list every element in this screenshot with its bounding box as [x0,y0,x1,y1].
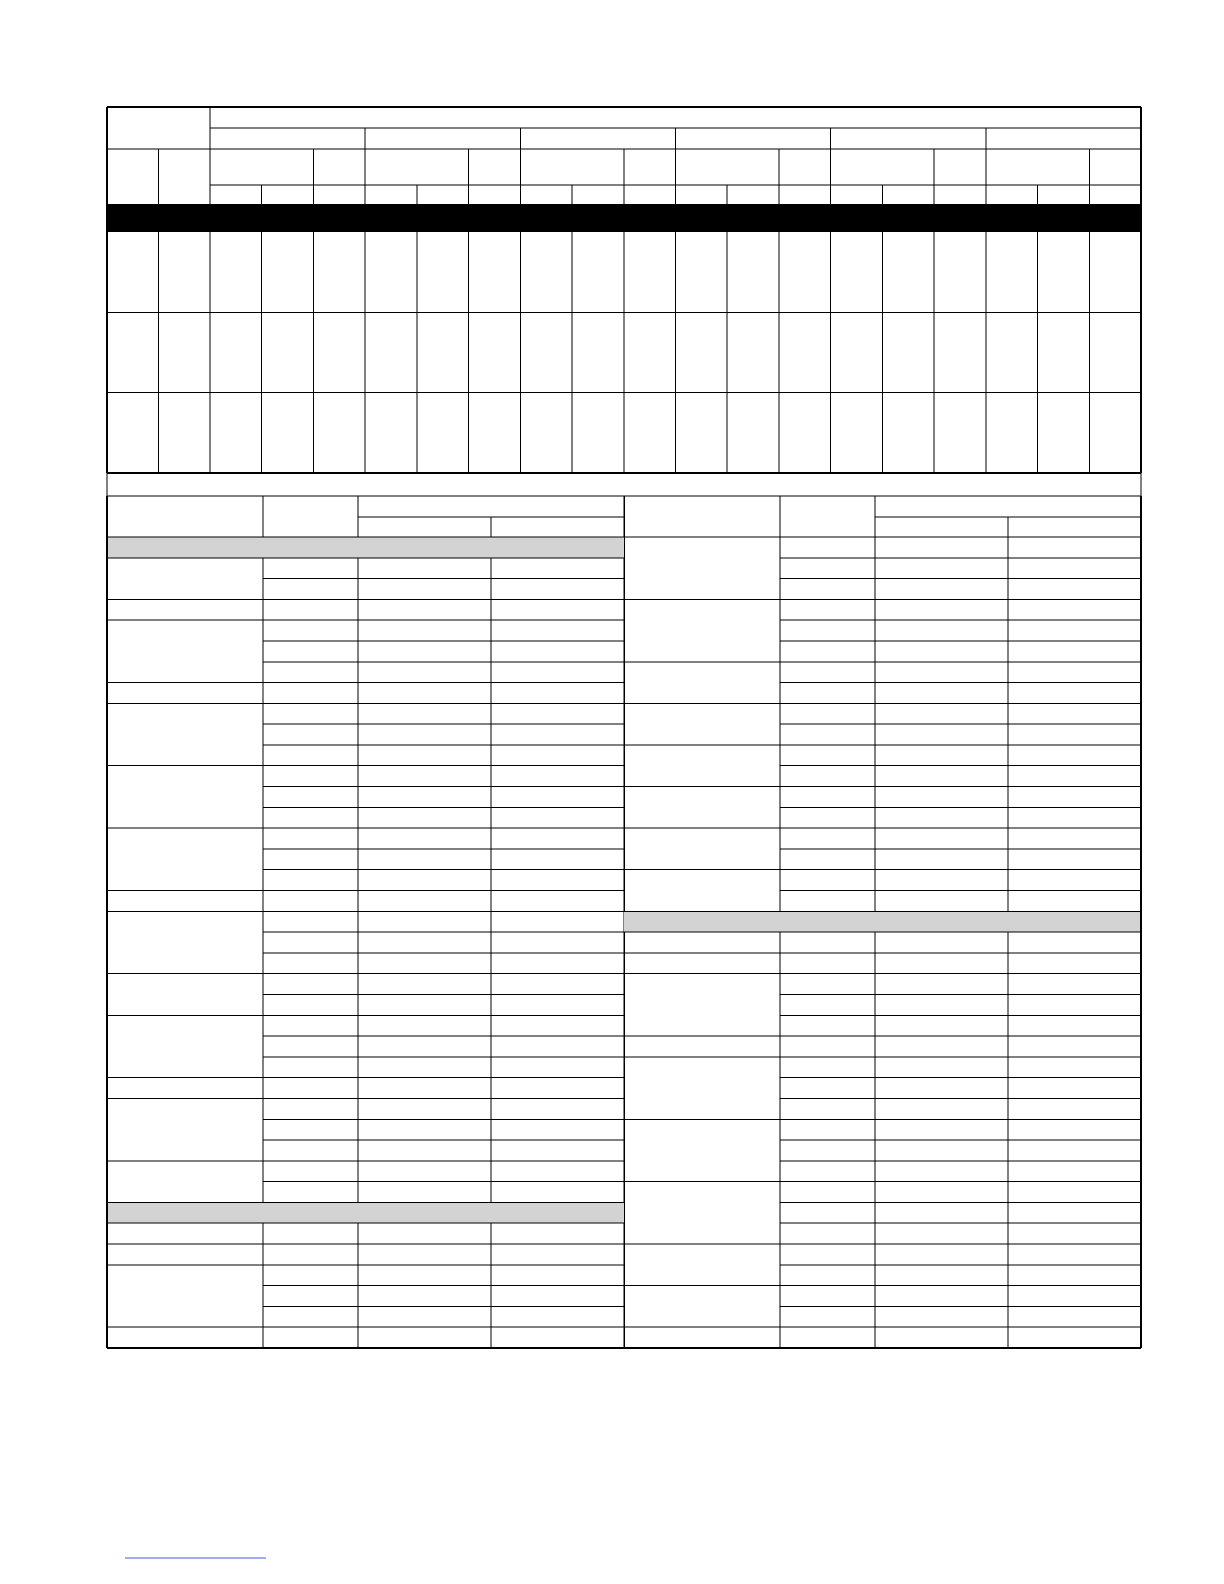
section-band [108,537,624,558]
header-band [107,204,1141,232]
section-band [108,1202,624,1223]
section-band [624,911,1140,932]
